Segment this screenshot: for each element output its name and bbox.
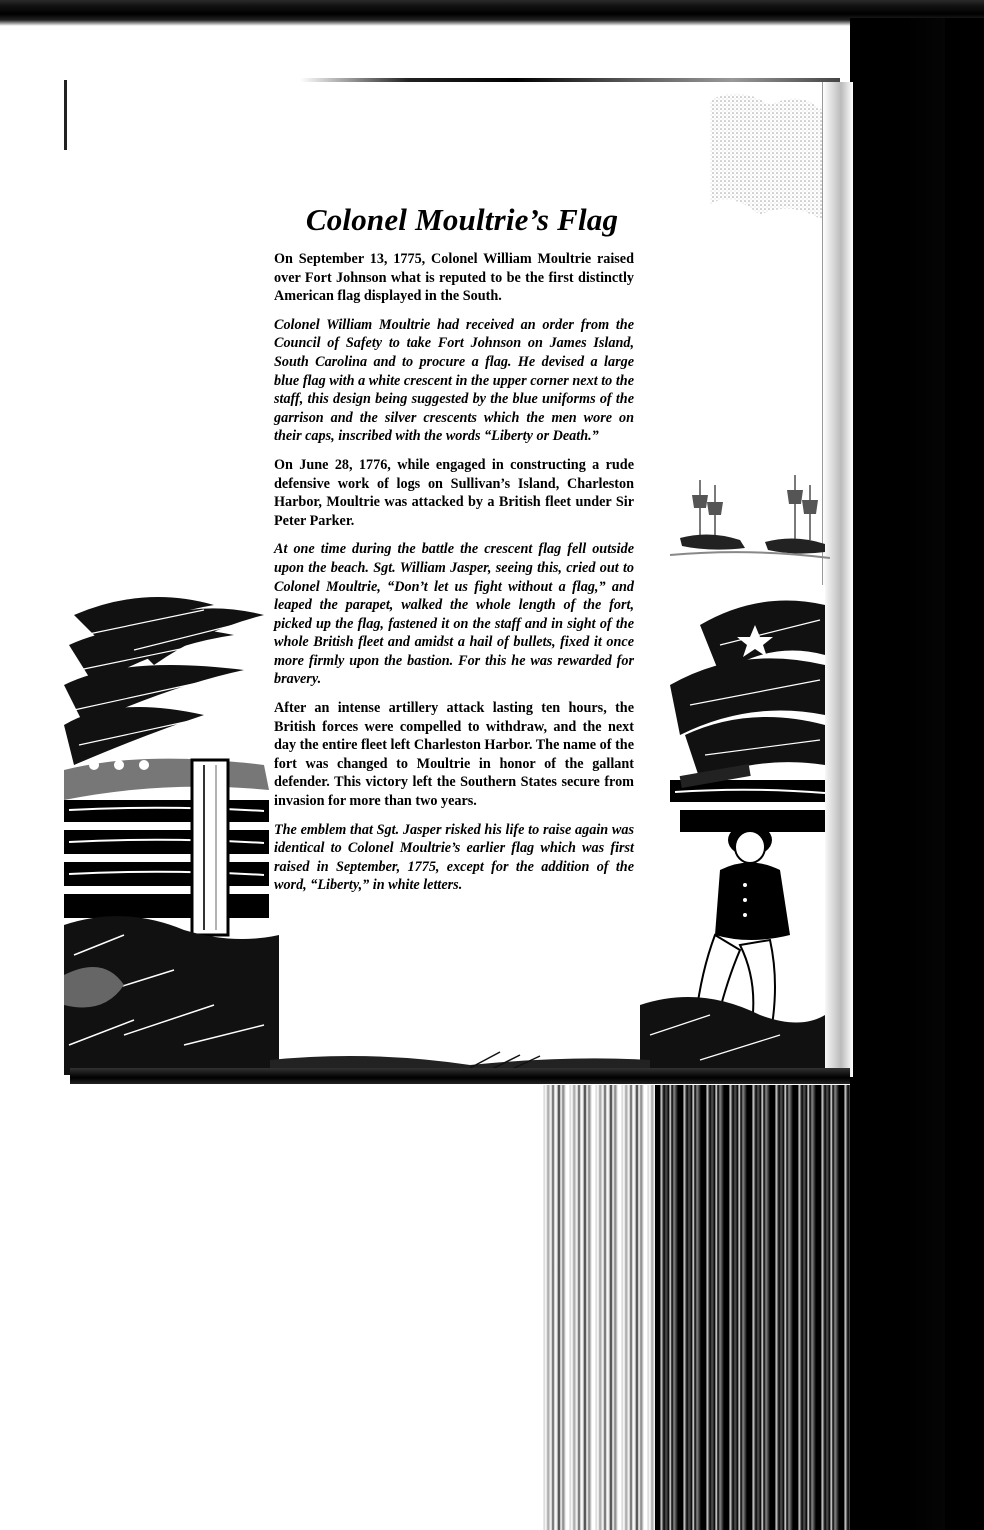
ships-illustration [670,460,830,580]
fort-palmetto-illustration [64,575,279,1075]
scan-streaks-dark [655,1075,850,1530]
paragraph-2: Colonel William Moultrie had received an order from the Council of Safety to take Fort Johnson on James Island, South Carolina and to procure a flag. He devised a large blue flag with a white crescent in the upper corner next to the staff, this design being suggested by the blue uniforms of the garrison and the silver crescents which the men wore on their caps, inscribed with the words “Liberty or Death.” [274,316,634,445]
paragraph-3: On June 28, 1776, while engaged in constructing a rude defensive work of logs on Sullivan’s Island, Charleston Harbor, Moultrie was attacked by a British fleet under Sir Peter Parker. [274,456,634,529]
paragraph-6: The emblem that Sgt. Jasper risked his life to raise again was identical to Colonel Moultrie’s earlier flag which was first raised in September, 1775, except for the addition of the word, “Liberty,” in white letters. [274,821,634,894]
page-bottom-edge [70,1068,850,1084]
article-body [274,250,634,905]
jasper-illustration [640,585,825,1075]
paragraph-1: On September 13, 1775, Colonel William Moultrie raised over Fort Johnson what is reputed to be the first distinctly American flag displayed in the South. [274,251,634,305]
paragraph-4: At one time during the battle the crescent flag fell outside upon the beach. Sgt. William Jasper, seeing this, cried out to Colonel Moultrie, “Don’t let us fight without a flag,” and leaped the parapet, walked the whole length of the fort, picked up the flag, fastened it on the staff and in sight of the whole British fleet and amidst a hail of bullets, fixed it once more firmly upon the bastion. For this he was rewarded for bravery. [274,541,634,688]
sky-illustration [700,80,825,240]
scan-right-edge-fade [905,18,945,1530]
paragraph-5: After an intense artillery attack lasting ten hours, the British forces were compelled to withdraw, and the next day the entire fleet left Charleston Harbor. The name of the fort was changed to Moultrie in honor of the gallant defender. This victory left the Southern States secure from invasion for more than two years. [274,700,634,810]
margin-mark [64,80,67,150]
scan-top-edge [0,0,984,26]
page-title: Colonel Moultrie’s Flag [305,202,619,237]
